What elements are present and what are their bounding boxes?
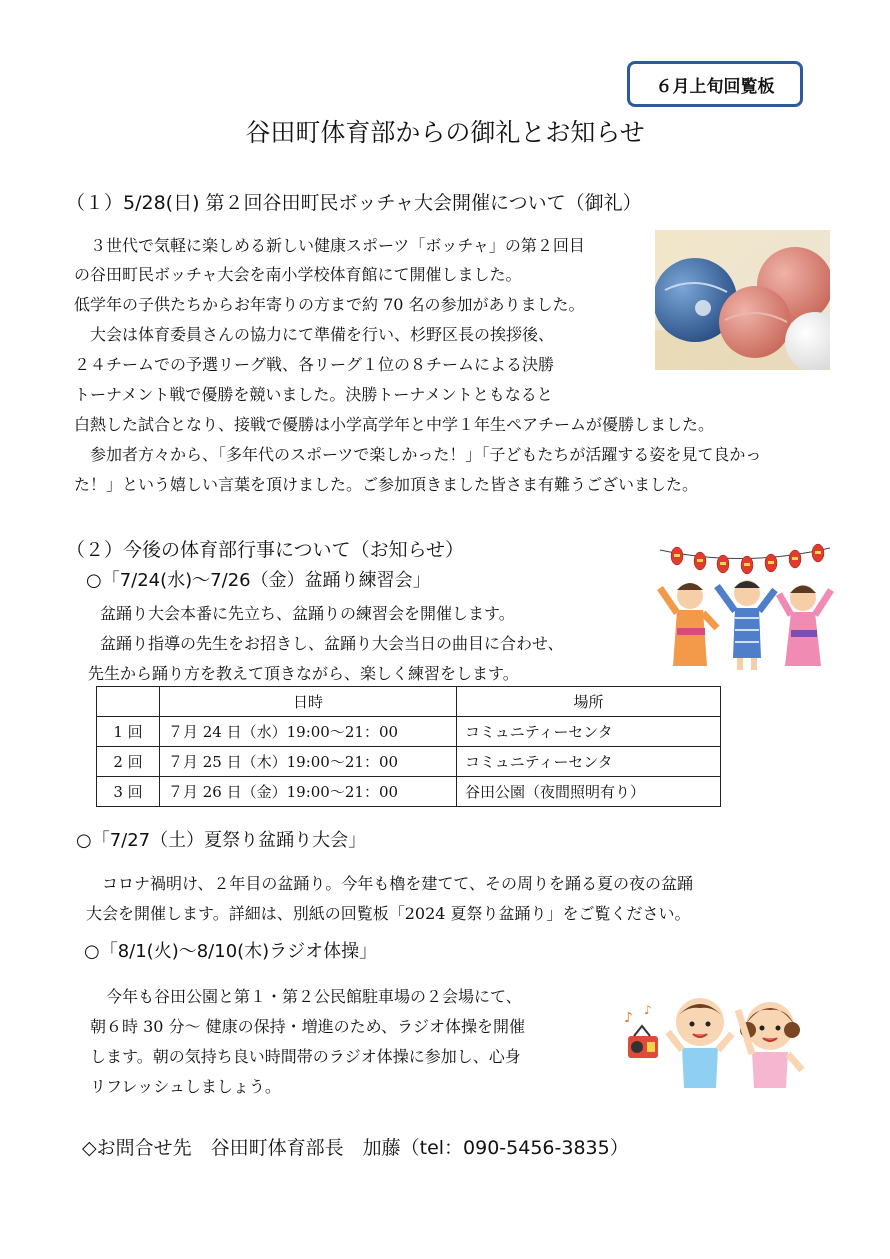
event3-title: ○「8/1(火)〜8/10(木)ラジオ体操」	[84, 941, 378, 962]
table-cell: コミュニティーセンタ	[457, 747, 721, 777]
event1-title: ○「7/24(水)〜7/26（金）盆踊り練習会」	[86, 570, 431, 591]
event2-line: 大会を開催します。詳細は、別紙の回覧板「2024 夏祭り盆踊り」をご覧ください。	[86, 904, 691, 923]
event3-line: します。朝の気持ち良い時間帯のラジオ体操に参加し、心身	[90, 1047, 521, 1066]
page-title: 谷田町体育部からの御礼とお知らせ	[245, 118, 645, 147]
event2-title: ○「7/27（土）夏祭り盆踊り大会」	[76, 830, 367, 851]
table-cell: 2 回	[97, 747, 160, 777]
section2-heading: （２）今後の体育部行事について（お知らせ）	[66, 539, 465, 561]
table-cell: ７月 24 日（水）19:00〜21：00	[160, 717, 457, 747]
section1-line: 白熱した試合となり、接戦で優勝は小学高学年と中学１年生ペアチームが優勝しました。	[74, 415, 715, 434]
section1-line: 参加者方々から、「多年代のスポーツで楽しかった！」「子どもたちが活躍する姿を見て良かっ	[74, 445, 762, 464]
table-cell: コミュニティーセンタ	[457, 717, 721, 747]
table-header-cell: 場所	[457, 687, 721, 717]
table-row	[97, 777, 721, 807]
event3-line: リフレッシュしましょう。	[90, 1077, 281, 1096]
circulation-badge: ６月上旬回覧板	[627, 61, 803, 107]
section1-line: トーナメント戦で優勝を競いました。決勝トーナメントともなると	[74, 385, 553, 404]
table-cell: ７月 25 日（木）19:00〜21：00	[160, 747, 457, 777]
table-cell: 1 回	[97, 717, 160, 747]
schedule-table	[96, 686, 721, 807]
table-cell: 谷田公園（夜間照明有り）	[457, 777, 721, 807]
table-header-cell: 日時	[160, 687, 457, 717]
section1-line: ３世代で気軽に楽しめる新しい健康スポーツ「ボッチャ」の第２回目	[74, 236, 585, 255]
event1-line: 先生から踊り方を教えて頂きながら、楽しく練習をします。	[88, 664, 519, 683]
event3-line: 朝６時 30 分〜 健康の保持・増進のため、ラジオ体操を開催	[90, 1017, 525, 1036]
section1-line: た！」という嬉しい言葉を頂けました。ご参加頂きました皆さま有難うございました。	[74, 475, 699, 494]
contact-info: ◇お問合せ先 谷田町体育部長 加藤（tel：090-5456-3835）	[82, 1137, 629, 1159]
bon-odori-dancers-image	[655, 538, 835, 673]
table-cell: 3 回	[97, 777, 160, 807]
section1-line: ２４チームでの予選リーグ戦、各リーグ１位の８チームによる決勝	[74, 355, 555, 374]
table-cell: ７月 26 日（金）19:00〜21：00	[160, 777, 457, 807]
table-row	[97, 717, 721, 747]
radio-exercise-kids-image	[620, 980, 810, 1090]
event2-line: コロナ禍明け、２年目の盆踊り。今年も櫓を建てて、その周りを踊る夏の夜の盆踊	[86, 874, 694, 893]
table-header-row	[97, 687, 721, 717]
table-header-cell	[97, 687, 160, 717]
section1-heading: （１）5/28(日) 第２回谷田町民ボッチャ大会開催について（御礼）	[66, 192, 642, 214]
svg-text:♪: ♪	[644, 1003, 652, 1017]
event3-line: 今年も谷田公園と第１・第２公民館駐車場の２会場にて、	[90, 987, 522, 1006]
section1-line: 低学年の子供たちからお年寄りの方まで約 70 名の参加がありました。	[74, 295, 585, 314]
event1-line: 盆踊り指導の先生をお招きし、盆踊り大会当日の曲目に合わせ、	[100, 634, 564, 653]
event1-line: 盆踊り大会本番に先立ち、盆踊りの練習会を開催します。	[100, 604, 515, 623]
section1-line: の谷田町民ボッチャ大会を南小学校体育館にて開催しました。	[74, 265, 522, 284]
svg-text:♪: ♪	[624, 1010, 633, 1026]
boccia-balls-image	[655, 230, 830, 370]
table-row	[97, 747, 721, 777]
section1-line: 大会は体育委員さんの協力にて準備を行い、杉野区長の挨拶後、	[74, 325, 555, 344]
